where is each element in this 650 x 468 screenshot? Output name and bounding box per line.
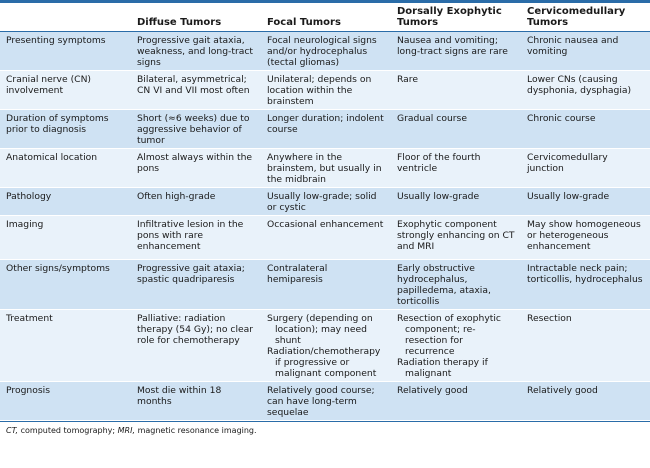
table-cell: Short (≈6 weeks) due to aggressive behavior of tumor	[131, 110, 261, 149]
table-cell: Relatively good	[391, 382, 521, 421]
table-row	[0, 382, 650, 421]
cell-paragraph: Radiation/chemotherapy if progressive or malignant component	[267, 346, 381, 379]
table-cell: Anywhere in the brainstem, but usually in the midbrain	[261, 149, 391, 188]
cell-paragraph: Resection of exophytic component; re-resection for recurrence	[397, 313, 501, 357]
row-label: Presenting symptoms	[0, 32, 131, 71]
table-cell: Often high-grade	[131, 188, 261, 216]
header-blank	[0, 3, 131, 32]
header-diffuse: Diffuse Tumors	[131, 3, 261, 32]
table-cell: Resection	[521, 310, 650, 382]
row-label: Imaging	[0, 216, 131, 260]
table-cell	[261, 310, 391, 382]
table-row	[0, 110, 650, 149]
table-row	[0, 71, 650, 110]
table-cell: Most die within 18 months	[131, 382, 261, 421]
table-cell	[391, 310, 521, 382]
table-cell: Longer duration; indolent course	[261, 110, 391, 149]
table-row	[0, 188, 650, 216]
table-cell: Progressive gait ataxia, weakness, and long-tract signs	[131, 32, 261, 71]
table-cell: Occasional enhancement	[261, 216, 391, 260]
table-cell: Contralateral hemiparesis	[261, 260, 391, 310]
cell-paragraph: Surgery (depending on location); may need shunt	[267, 313, 373, 346]
table-footnote	[0, 421, 650, 436]
table-cell: Relatively good course; can have long-term sequelae	[261, 382, 391, 421]
row-label: Treatment	[0, 310, 131, 382]
table-row	[0, 32, 650, 71]
header-dorsally-exophytic: Dorsally Exophytic Tumors	[391, 3, 521, 32]
table-cell: Almost always within the pons	[131, 149, 261, 188]
table-cell: Cervicomedullary junction	[521, 149, 650, 188]
table-cell: Infiltrative lesion in the pons with rare enhancement	[131, 216, 261, 260]
table-cell: Usually low-grade	[521, 188, 650, 216]
table-cell: Usually low-grade; solid or cystic	[261, 188, 391, 216]
footnote-ct-text: computed tomography;	[18, 426, 118, 435]
footnote-mri-text: magnetic resonance imaging.	[135, 426, 257, 435]
table-cell: Focal neurological signs and/or hydrocephalus (tectal gliomas)	[261, 32, 391, 71]
row-label: Pathology	[0, 188, 131, 216]
table-cell: Nausea and vomiting; long-tract signs are rare	[391, 32, 521, 71]
footnote-ct-abbr: CT,	[6, 426, 19, 435]
table-cell: Floor of the fourth ventricle	[391, 149, 521, 188]
header-row	[0, 3, 650, 32]
row-label: Anatomical location	[0, 149, 131, 188]
table-cell: Lower CNs (causing dysphonia, dysphagia)	[521, 71, 650, 110]
table-cell: Palliative: radiation therapy (54 Gy); no clear role for chemotherapy	[131, 310, 261, 382]
row-label: Other signs/symptoms	[0, 260, 131, 310]
table-cell: Relatively good	[521, 382, 650, 421]
table-cell: Intractable neck pain; torticollis, hydrocephalus	[521, 260, 650, 310]
table-row	[0, 310, 650, 382]
table-cell: Early obstructive hydrocephalus, papilledema, ataxia, torticollis	[391, 260, 521, 310]
row-label: Duration of symptoms prior to diagnosis	[0, 110, 131, 149]
table-row	[0, 260, 650, 310]
table-cell: Unilateral; depends on location within the brainstem	[261, 71, 391, 110]
table-cell: May show homogeneous or heterogeneous enhancement	[521, 216, 650, 260]
table-cell: Bilateral, asymmetrical; CN VI and VII most often	[131, 71, 261, 110]
row-label: Cranial nerve (CN) involvement	[0, 71, 131, 110]
table-cell: Progressive gait ataxia; spastic quadriparesis	[131, 260, 261, 310]
row-label: Prognosis	[0, 382, 131, 421]
header-cervicomedullary: Cervicomedullary Tumors	[521, 3, 650, 32]
header-focal: Focal Tumors	[261, 3, 391, 32]
table-cell: Chronic nausea and vomiting	[521, 32, 650, 71]
footnote-mri-abbr: MRI,	[117, 426, 136, 435]
table-cell: Usually low-grade	[391, 188, 521, 216]
table-body	[0, 32, 650, 421]
table-cell: Exophytic component strongly enhancing on CT and MRI	[391, 216, 521, 260]
table-row	[0, 216, 650, 260]
cell-paragraph: Radiation therapy if malignant	[397, 357, 488, 379]
brainstem-tumor-table	[0, 3, 650, 421]
table-cell: Gradual course	[391, 110, 521, 149]
table-cell: Rare	[391, 71, 521, 110]
table-row	[0, 149, 650, 188]
table-cell: Chronic course	[521, 110, 650, 149]
